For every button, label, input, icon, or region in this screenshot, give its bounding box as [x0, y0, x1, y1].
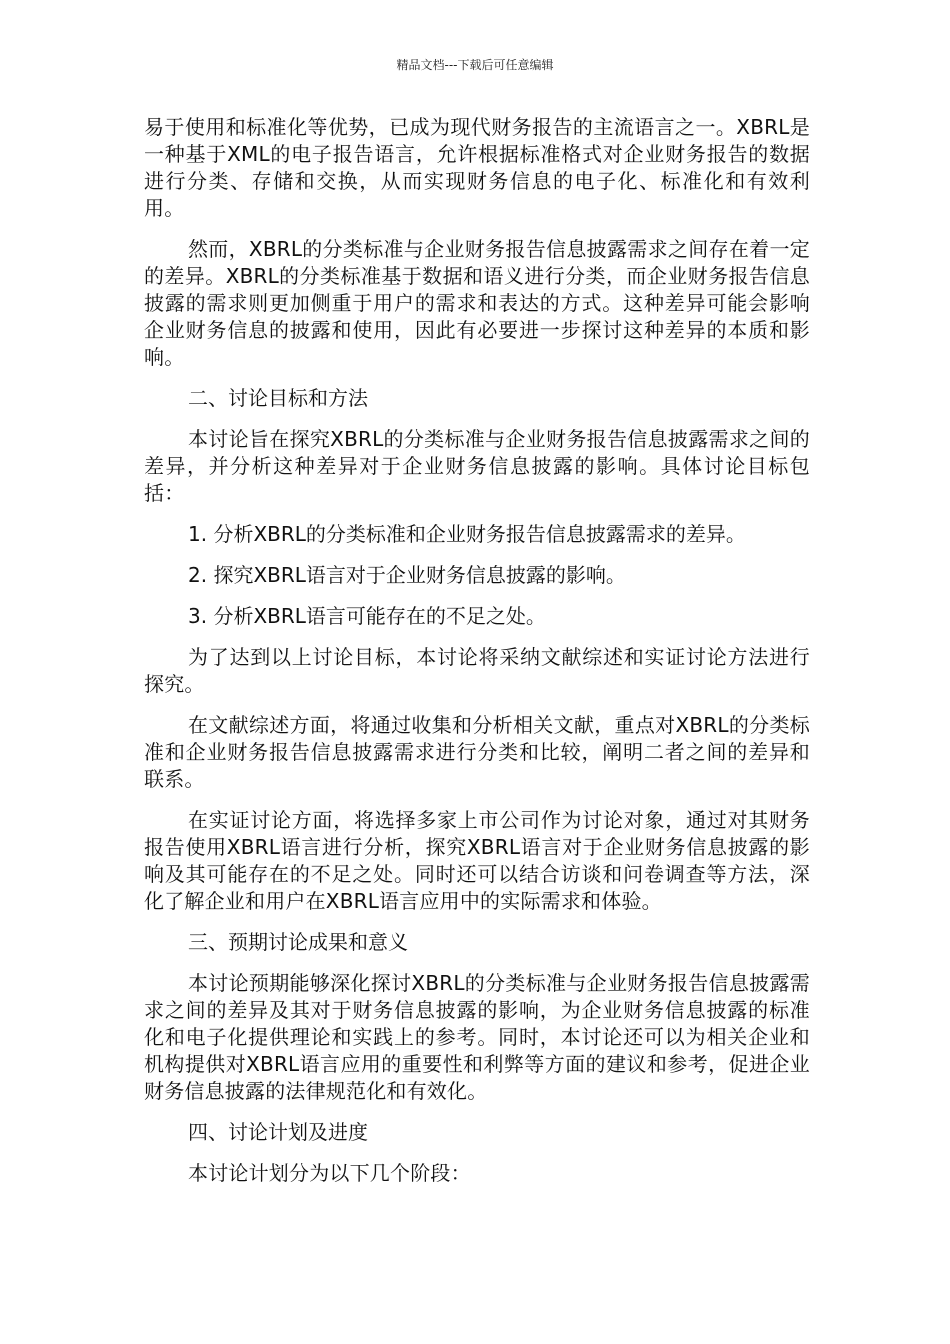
paragraph-empirical-study: 在实证讨论方面，将选择多家上市公司作为讨论对象，通过对其财务报告使用XBRL语言进行分析，探究XBRL语言对于企业财务信息披露的影响及其可能存在的不足之处。同时还可以结合访谈和问卷调查等方法，深化了解企业和用户在XBRL语言应用中的实际需求和体验。: [144, 808, 810, 913]
section-heading-goals-methods: 二、讨论目标和方法: [188, 386, 368, 410]
document-body: [144, 114, 810, 1201]
paragraph-intro-continued: 易于使用和标准化等优势，已成为现代财务报告的主流语言之一。XBRL是一种基于XML的电子报告语言，允许根据标准格式对企业财务报告的数据进行分类、存储和交换，从而实现财务信息的电子化、标准化和有效利用。: [144, 115, 810, 220]
list-item-goal-3: 3. 分析XBRL语言可能存在的不足之处。: [188, 604, 546, 628]
page-header: 精品文档---下载后可任意编辑: [396, 58, 554, 72]
paragraph-goals: 本讨论旨在探究XBRL的分类标准与企业财务报告信息披露需求之间的差异，并分析这种差异对于企业财务信息披露的影响。具体讨论目标包括：: [144, 427, 810, 505]
list-item-goal-1: 1. 分析XBRL的分类标准和企业财务报告信息披露需求的差异。: [188, 522, 746, 546]
list-item-goal-2: 2. 探究XBRL语言对于企业财务信息披露的影响。: [188, 563, 626, 587]
paragraph-difference: 然而，XBRL的分类标准与企业财务报告信息披露需求之间存在着一定的差异。XBRL的分类标准基于数据和语义进行分类，而企业财务报告信息披露的需求则更加侧重于用户的需求和表达的方式。这种差异可能会影响企业财务信息的披露和使用，因此有必要进一步探讨这种差异的本质和影响。: [144, 237, 810, 369]
section-heading-expected-results: 三、预期讨论成果和意义: [188, 930, 408, 954]
section-heading-plan-progress: 四、讨论计划及进度: [188, 1120, 368, 1144]
paragraph-expected-results: 本讨论预期能够深化探讨XBRL的分类标准与企业财务报告信息披露需求之间的差异及其对于财务信息披露的影响，为企业财务信息披露的标准化和电子化提供理论和实践上的参考。同时，本讨论还可以为相关企业和机构提供对XBRL语言应用的重要性和利弊等方面的建议和参考，促进企业财务信息披露的法律规范化和有效化。: [144, 971, 810, 1103]
paragraph-plan-stages: 本讨论计划分为以下几个阶段：: [188, 1161, 471, 1185]
paragraph-literature-review: 在文献综述方面，将通过收集和分析相关文献，重点对XBRL的分类标准和企业财务报告信息披露需求进行分类和比较，阐明二者之间的差异和联系。: [144, 713, 810, 791]
paragraph-methods: 为了达到以上讨论目标，本讨论将采纳文献综述和实证讨论方法进行探究。: [144, 645, 810, 696]
